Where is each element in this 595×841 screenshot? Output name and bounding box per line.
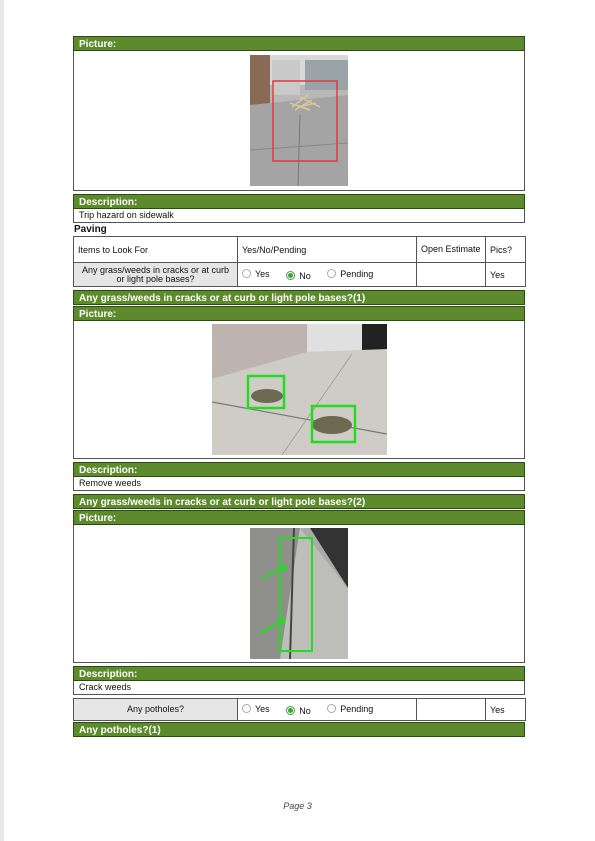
paving-table bbox=[73, 236, 526, 287]
radio-label: Yes bbox=[255, 268, 270, 279]
table-row bbox=[74, 699, 526, 721]
picture-header: Picture: bbox=[73, 36, 525, 51]
radio-yes[interactable] bbox=[242, 704, 270, 714]
picture-box bbox=[73, 525, 525, 663]
header-ynp: Yes/No/Pending bbox=[238, 237, 417, 263]
description-text: Remove weeds bbox=[73, 477, 525, 491]
radio-circle-icon bbox=[242, 269, 251, 278]
header-items: Items to Look For bbox=[74, 237, 238, 263]
radio-selected-icon bbox=[286, 271, 295, 280]
question-cell: Any grass/weeds in cracks or at curb or light pole bases? bbox=[74, 263, 238, 287]
radio-label: No bbox=[299, 705, 311, 716]
radio-label: Yes bbox=[255, 703, 270, 714]
question-cell: Any potholes? bbox=[74, 699, 238, 721]
radio-circle-icon bbox=[242, 704, 251, 713]
description-header: Description: bbox=[73, 194, 525, 209]
radio-no[interactable] bbox=[286, 706, 311, 716]
weeds-photo[interactable] bbox=[212, 324, 387, 455]
radio-label: No bbox=[299, 270, 311, 281]
section-title-paving: Paving bbox=[74, 224, 107, 235]
radio-no[interactable] bbox=[286, 271, 311, 281]
paving-table bbox=[73, 698, 526, 721]
page-edge bbox=[0, 0, 4, 841]
picture-header: Picture: bbox=[73, 510, 525, 525]
radio-pending[interactable] bbox=[327, 704, 373, 714]
picture-box bbox=[73, 321, 525, 459]
radio-pending[interactable] bbox=[327, 269, 373, 279]
report-content bbox=[73, 36, 525, 737]
radio-label: Pending bbox=[340, 703, 374, 714]
header-pics: Pics? bbox=[486, 237, 526, 263]
sidewalk-photo[interactable] bbox=[250, 55, 348, 186]
table-row bbox=[74, 263, 526, 287]
pics-cell: Yes bbox=[486, 699, 526, 721]
open-estimate-cell[interactable] bbox=[417, 699, 486, 721]
crack-photo[interactable] bbox=[250, 528, 348, 659]
description-header: Description: bbox=[73, 666, 525, 681]
radio-circle-icon bbox=[327, 704, 336, 713]
picture-header: Picture: bbox=[73, 306, 525, 321]
radio-yes[interactable] bbox=[242, 269, 270, 279]
pics-cell: Yes bbox=[486, 263, 526, 287]
radio-selected-icon bbox=[286, 706, 295, 715]
answer-cell bbox=[238, 263, 417, 287]
section-header: Any grass/weeds in cracks or at curb or light pole bases?(1) bbox=[73, 290, 525, 305]
table-header-row bbox=[74, 237, 526, 263]
page-number: Page 3 bbox=[283, 801, 312, 811]
section-header: Any potholes?(1) bbox=[73, 722, 525, 737]
picture-box bbox=[73, 51, 525, 191]
section-header: Any grass/weeds in cracks or at curb or light pole bases?(2) bbox=[73, 494, 525, 509]
open-estimate-cell[interactable] bbox=[417, 263, 486, 287]
description-text: Crack weeds bbox=[73, 681, 525, 695]
radio-label: Pending bbox=[340, 268, 374, 279]
description-header: Description: bbox=[73, 462, 525, 477]
description-text: Trip hazard on sidewalk bbox=[73, 209, 525, 223]
radio-circle-icon bbox=[327, 269, 336, 278]
answer-cell bbox=[238, 699, 417, 721]
header-open-estimate: Open Estimate bbox=[417, 237, 486, 263]
